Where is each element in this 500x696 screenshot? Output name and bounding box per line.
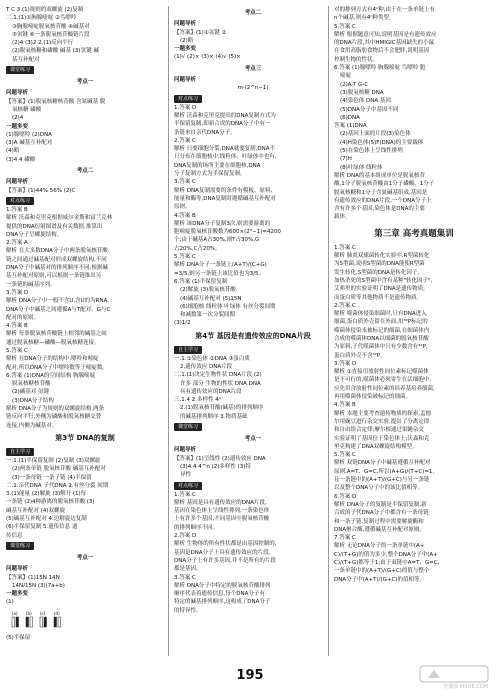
answer-line: 二.1.(1)决定生物性状 DNA片段 (2) [174,372,262,379]
answer-line: 的排列顺序不同。 [174,524,219,531]
answer-line: 艾弗里的实验证明了DNA是遗传物质, [334,286,425,293]
answer-line: 是不可行的,噬菌体必须寄生在活细胞中, [334,377,431,384]
answer-line: 6.答案 D [334,493,357,500]
answer-line: 碱基互补配对 (4)双螺旋 [6,507,66,514]
column-divider [328,6,329,656]
answer-line: (1)√ (2)× (3)× (4)√ (5)× [174,54,241,61]
answer-line: 5.答案 C [334,452,356,459]
answer-line: 和减数第一次分裂间期 [180,312,236,319]
answer-line: ⑤氢键 ⑥一条脱氧核苷酸链片段 [12,31,90,38]
column-middle [174,6,332,615]
answer-line: 2.答案 D [174,533,197,540]
answer-line: 应先用含放射性同位素的培养基培养细菌, [334,385,435,392]
answer-line: 再用噬菌体侵染被标记的细菌。 [334,394,412,401]
answer-line: 都是基因。 [174,566,202,573]
answer-line: 只分布在细胞核中,线粒体、叶绿体中也有, [174,154,277,161]
answer-line: 能量和酶等,DNA复制时遵循碱基互补配对 [174,195,276,202]
point-heading: 考点二 [244,10,262,16]
answer-line: 一题多变 [174,46,197,53]
answer-line: 解析 DNA分子一条链上(A+T)/(C+G) [174,262,267,269]
diagram-label: (a) [12,610,18,616]
answer-line: 原则。 [174,204,191,211]
dna-strand [30,617,33,627]
dna-strand [26,617,29,627]
answer-line: 2.答案 A [6,240,28,247]
answer-line: 解析 沃森和克里克根据威尔金斯和富兰克林 [6,215,113,222]
answer-line: 和自由组合定律;摩尔根通过果蝇杂交 [334,427,424,434]
answer-line: 解析 DNA的基本组成单位是脱氧核苷 [334,172,425,179]
answer-line: 答案 (1)DNA [334,123,367,130]
answer-line: 2.答案 C [174,137,196,144]
answer-line: m·(2^n−1) [237,85,269,92]
answer-line: =3/5,则另一条链上该比值也为3/5。 [174,270,265,277]
answer-line: 链之间通过碱基配对形成双螺旋结构,不同 [6,256,107,263]
answer-line: (5)半保留 [6,635,31,641]
answer-line: 【答案】(1)44% 56% (2)C [6,187,76,194]
answer-line: 问题导析 [6,179,29,186]
answer-line: 解析 该DNA分子复制3次,则需要游离的 [174,220,271,227]
watermark-text: 答案圈 MXQE.COM [443,684,488,690]
answer-line: DNA分子中(A+T)/(G+C)的值相等。 [334,576,425,583]
section-tag: 对点练习 [6,197,34,205]
answer-line: 【答案】(1)①氢键 ② [174,29,227,36]
answer-line: 【答案】(1)呈线性 (2)遗传效应 DNA [174,455,266,462]
answer-line: 为原料,子代噬菌体中只有少数含有³²P, [334,344,428,351]
section-tag: 课堂练习 [174,423,202,431]
answer-line: (8)叶绿体 线粒体 [340,164,383,171]
answer-line: 酸,1分子脱氧核苷酸由1分子磷酸、1分子 [334,181,435,188]
answer-line: 上有许多个基因,不同基因中脱氧核苷酸 [174,516,270,523]
answer-line: (5)在染色体上呈线性排列 [340,148,403,155]
answer-line: 2.答案 C [334,302,356,309]
answer-line: 原则,A=T、G=C,所以(A+G)/(T+C)=1, [334,468,435,475]
diagram-label: (b) [26,610,32,616]
answer-line: (2)4 (3)2 2.(1)反向平行 [12,40,74,47]
section-tag: 自主学习 [174,346,202,354]
answer-line: 传信息 [6,532,23,539]
answer-line: DNA复制的场所主要在细胞核,DNA [174,162,261,169]
answer-line: 解析 双链DNA分子中碱基遵循互补配对 [334,460,431,467]
answer-line: 3.(1)能量 (2)解旋 (3)解开 (1)每 [6,491,87,498]
answer-line: 含有许多个基因,染色体是DNA的主要 [334,206,425,213]
answer-line: 提供的DNA衍射图谱及有关数据,推算出 [6,223,103,230]
answer-line: 4.答案 B [6,323,28,330]
answer-line: (3)脱氧核糖 DNA [340,89,384,96]
answer-line: 解析 沃森和克里克提出的DNA复制方式为 [174,112,276,119]
answer-line: (6)DNA [340,114,360,121]
answer-line: 以及整个DNA分子中的该比值相等。 [334,485,424,492]
answer-line: 在食用高脂肪食物后不会肥胖,说明基因 [334,48,430,55]
answer-line: 14N/15N (3)(7a+b) [12,582,65,589]
dna-strand [54,617,57,627]
answer-line: 胞嘧啶脱氧核苷酸数为600×(2³−1)=4200 [174,229,281,236]
answer-line: (5)DNA分子中基因不同 [340,106,399,113]
answer-line: 脱氧核糖核苷酸 [12,381,51,388]
answer-line: 解析 根据题意可知,说明基因是有遗传效应 [334,31,437,38]
answer-line: (5)碱基互补配对 4.边解旋边复制 [6,516,87,523]
answer-line: 个;由于碱基A占30%,则T占30%,G [174,237,260,244]
answer-line: 【答案】(1)15N 14N [6,574,60,581]
answer-line: 脱氧核糖和1分子含氮碱基组成,基因是 [334,189,428,196]
answer-line: 而蛋白质等其他物质不是遗传物质。 [334,294,423,301]
answer-line: 配对,所以DNA分子中嘌呤数等于嘧啶数。 [6,364,108,371]
answer-line: (3)4 4 磷酸 [6,156,36,163]
answer-line: 2.(1)脱氧核苷酸(碱基)的排列顺序 [180,405,264,412]
answer-line: 噬菌体侵染未被标记的细菌,在细菌体内 [334,327,430,334]
answer-line: 4.答案 B [174,212,196,219]
answer-line: 基因在染色体上呈线性排列,一条染色体 [174,508,270,515]
dna-replication-diagram [6,609,66,629]
answer-line: 解析 生物体的所有性状都是由基因控制的, [174,541,277,548]
answer-line: 二.1.(1)①胸腺嘧啶 ②鸟嘌呤 [6,15,77,22]
section-tag: 自主学习 [6,448,34,456]
point-heading: 考点三 [244,65,262,72]
answer-line: (4)碱基互补配对 (5)15N [180,295,242,302]
answer-line: 解析 基因是具有遗传效应的DNA片段, [174,499,267,506]
answer-line: 7.答案 C [334,535,356,542]
answer-line: 问题导析 [6,566,29,573]
answer-line: 嘧啶 [340,73,352,80]
answer-line: 5.答案 C [6,347,28,354]
answer-line: 6.答案 (1)DNA的空间结构 胸腺嘧啶 [6,372,96,379]
answer-line: 解析 DNA分子中一般不含U,含U的为RNA, [6,298,110,305]
answer-line: DNA分子中碱基之间遵循A与T配对、G与C [6,306,111,313]
point-heading: 考点一 [244,436,262,443]
answer-line: (1)腺嘌呤 (2)DNA [6,131,52,138]
answer-line: 顺序代表着遗传信息,每个DNA分子有 [174,591,265,598]
answer-line: DNA分子呈螺旋结构。 [6,231,63,238]
answer-line: (2)略 [180,37,194,44]
answer-line: DNA分子中碱基对的排列顺序不同,根据碱 [6,265,108,272]
answer-line: (3)4 4 4^n (2)多样性 (3)特 [180,463,251,470]
answer-line: 异性 [180,472,192,479]
answer-line: 解析 本题主要考查遗传物质的探索,孟德 [334,410,431,417]
answer-line: 氧核糖 磷酸 [12,106,42,113]
dna-strand [16,617,19,627]
answer-line: (3)DNA分子结构 [12,397,54,404]
answer-line: DNA分子上有许多基因,并不是所有的片段 [174,557,276,564]
answer-line: (4)略 [6,148,20,155]
answer-line: 尔用豌豆进行杂交实验,提出了分离定律 [334,418,430,425]
answer-line: 解析 在大多数DNA分子中两条脱氧核苷酸 [6,248,108,255]
column-left [6,6,164,642]
answer-line: 发生转化,S型菌的DNA是转化因子, [334,269,420,276]
answer-line: 通过脱氧核糖—磷酸—脱氧核糖连接。 [6,339,100,346]
answer-line: 半保留复制,即新合成的DNA分子中有一 [174,121,271,128]
answer-line: 许多 部分 生物的性状 DNA DNA [180,380,261,387]
answer-line: n个碱基,则有4ⁿ种类型。 [334,15,395,22]
answer-line: 解析 无论DNA分子的一条单链中(A+ [334,543,425,550]
answer-line: 实验证明了基因位于染色体上;沃森和克 [334,435,430,442]
answer-line: (2)A-T G-C [340,81,369,88]
answer-line: 连接,内侧为碱基对。 [6,422,58,429]
answer-line: 一题多变 [6,591,29,598]
answer-line: 问题导析 [174,21,197,28]
answer-line: 解析 在DNA分子的结构中,嘌呤和嘧啶 [6,356,99,363]
answer-line: 3.答案 D [334,360,357,367]
answer-line: 解析 ①直接用放射性同位素标记噬菌体 [334,369,429,376]
answer-line: 5.答案 C [334,23,356,30]
answer-line: 【答案】(1)脱氧核糖核苷酸 含氮碱基 脱 [6,98,106,105]
answer-line: 问题导析 [174,447,197,454]
answer-line: 解析 DNA分子的复制是半保留复制,新 [334,501,427,508]
answer-line: 一条单链中的(A+T)/(G+C)的值与整个 [334,568,430,575]
answer-line: 解析 DNA分子中特定的脱氧核苷酸排列 [174,582,271,589]
answer-line: 的碱基排列顺序 3.物质基础 [180,413,248,420]
answer-line: 一条链 (2)4种游离的脱氧核苷酸 (3) [6,499,95,506]
answer-line: 且一条链中的(A+T)/(G+C)与另一条链 [334,477,430,484]
point-heading: 考点一 [76,554,94,561]
answer-line: (2)脱氧核糖和磷酸 碱基 (3)氢键 碱 [12,48,99,55]
answer-line: (2)4 [12,115,24,122]
answer-line: 3.答案 C [174,574,196,581]
answer-line: 三.1.4 2.多样性 4ⁿ [174,397,221,404]
answer-line: 分子复制方式为半保留复制。 [174,171,246,178]
answer-line: 解析 噬菌体侵染细菌时,只有DNA进入 [334,311,427,318]
dna-strand [58,617,61,627]
page-number: 195 [236,668,264,683]
answer-line: 1.答案 C [174,491,196,498]
answer-line: 为S型菌,说明S型菌的DNA能使R型菌 [334,261,425,268]
answer-line: (6)半保留复制 5.遗传信息 遗 [6,524,78,531]
answer-line: 1.答案 B [6,206,28,213]
answer-line: 一.1.(1)半保留复制 (2)复制 (3)双螺旋 [6,457,101,464]
dna-strand [44,617,47,627]
diagram-label: (c) [40,610,46,616]
answer-line: 解析 DNA复制需要的条件有模板、原料、 [174,187,276,194]
answer-line: (4)染色体 DNA 基因 [340,98,391,105]
answer-line: 2.遗传效应 DNA片段 [180,363,233,370]
answer-line: 载体。 [334,214,351,221]
answer-line: (2)解旋 (3)脱氧核苷酸 [180,287,236,294]
answer-line: 控制生物的性状。 [334,56,379,63]
answer-line: 4.答案 B [334,402,356,409]
answer-line: 解析 肺炎双球菌转化实验中,R型菌转化 [334,253,430,260]
answer-line: T C 3.(1)规则的双螺旋 (2)复制 [6,7,84,13]
answer-line: 具有遗传效应的DNA片段 [180,388,242,395]
answer-line: 对的排列方式有4ⁿ种,由于在一条单链上有 [334,7,435,13]
answer-line: 二.1.亲代DNA 子代DNA 2.有丝分裂 间期 [6,482,109,489]
answer-line: 1.答案 D [174,104,197,111]
answer-line: 配对的原则。 [6,314,40,321]
answer-line: (6)细胞核 线粒体 叶绿体 有丝分裂间期 [180,303,276,310]
answer-line: 解析 DNA分子为规则的双螺旋结构,两条 [6,406,105,413]
answer-line: 解析 只要细胞分裂,DNA就要复制,DNA不 [174,146,275,153]
answer-line: (7)H [340,156,352,163]
answer-line: (1) [6,599,14,606]
answer-line: 里克构建了DNA双螺旋结构模型。 [334,443,418,450]
answer-line: (4)H染色体(5)F(DNA)的主要载体 [340,139,424,146]
answer-line: 有遗传效应的DNA片段,一个DNA分子上 [334,197,432,204]
chapter-heading: 第三章 高考真题集训 [374,228,454,239]
answer-line: 基互补配对原则,可以根据一条链推出另 [6,273,102,280]
column-divider [168,6,169,656]
answer-line: 占20%,C占20%。 [174,245,221,252]
answer-line: C)/(T+G)的值为多少,整个DNA分子中(A+ [334,551,438,558]
answer-line: 问题导析 [174,77,197,84]
answer-line: 3.答案 D [6,289,29,296]
answer-line: 基因是DNA分子上具有遗传效应的片段, [174,549,271,556]
section-heading: 第3节 DNA的复制 [55,433,115,442]
answer-line: 一条链的碱基序列。 [6,281,56,288]
answer-line: ③胸腺嘧啶脱氧核苷酸 ④碱基对 [12,23,90,30]
answer-line: 条链来自亲代DNA分子。 [174,129,236,136]
answer-line: 链反向平行,外侧为磷酸和脱氧核糖交替 [6,414,102,421]
section-tag: 对点练习 [174,482,202,490]
answer-line: (3)A 碱基互补配对 [6,140,53,147]
answer-line: 的DNA片段,其中HMIGIC基因缺失的小鼠 [334,40,435,47]
answer-line: 合成的子代DNA分子中都含有一条母链 [334,510,429,517]
point-heading: 考点二 [76,168,94,175]
answer-line: (2)基因上面的片段(3)染色体 [340,131,411,138]
answer-line: (3)一条母链 一条子链 (4)半保留 [12,474,92,481]
answer-line: (2)碱基对 氢键 [12,389,50,396]
answer-line: 1.答案 C [334,244,356,251]
answer-line: DNA聚合酶,遵循碱基互补配对原则。 [334,526,425,533]
section-tag: 课堂练习 [6,542,34,550]
diagram-label: (d) [54,610,60,616]
answer-line: 和一条子链,复制过程中需要解旋酶和 [334,518,424,525]
answer-line: 特定的碱基排列顺序,这构成了DNA分子 [174,599,271,606]
answer-line: 基互补配对 [12,56,40,63]
answer-line: 5.答案 C [174,254,196,261]
answer-line: 一.1.①染色体 ②DNA ③蛋白质 [174,355,250,362]
dna-strand [40,617,43,627]
answer-line: 一题多变 [6,123,29,130]
answer-line: 蛋白质外壳不含³²P。 [334,352,386,359]
section-tag: 对点练习 [174,95,202,103]
answer-line: 加热杀死的S型菌中含有某种"转化因子", [334,277,433,284]
answer-line: (2)两条单链 脱氧核苷酸 碱基互补配对 [12,466,106,473]
answer-line: 的特异性。 [174,607,202,614]
section-tag: 课堂练习 [6,66,34,74]
answer-line: 细菌,蛋白质外壳留在外面,用³²P标记的 [334,319,428,326]
answer-line: 解析 每条脱氧核苷酸链上相邻的碱基之间 [6,331,107,338]
answer-line: 6.答案 (1)腺嘌呤 胸腺嘧啶 鸟嘌呤 胞 [334,65,426,72]
answer-line: 合成的噬菌体DNA以细菌的脱氧核苷酸 [334,335,429,342]
column-right [334,6,494,584]
answer-line: 6.答案 (1)半保留复制 [174,278,228,285]
dna-strand [12,617,15,627]
answer-line: 问题导析 [6,90,29,97]
section-heading: 第4节 基因是有遗传效应的DNA片段 [195,331,311,340]
answer-line: 3.答案 C [174,179,196,186]
point-heading: 考点一 [76,79,94,86]
answer-line: (3)1/2 [174,320,191,327]
answer-line: C)/(T+G)都等于1;由于双链中A=T、G=C, [334,560,440,566]
